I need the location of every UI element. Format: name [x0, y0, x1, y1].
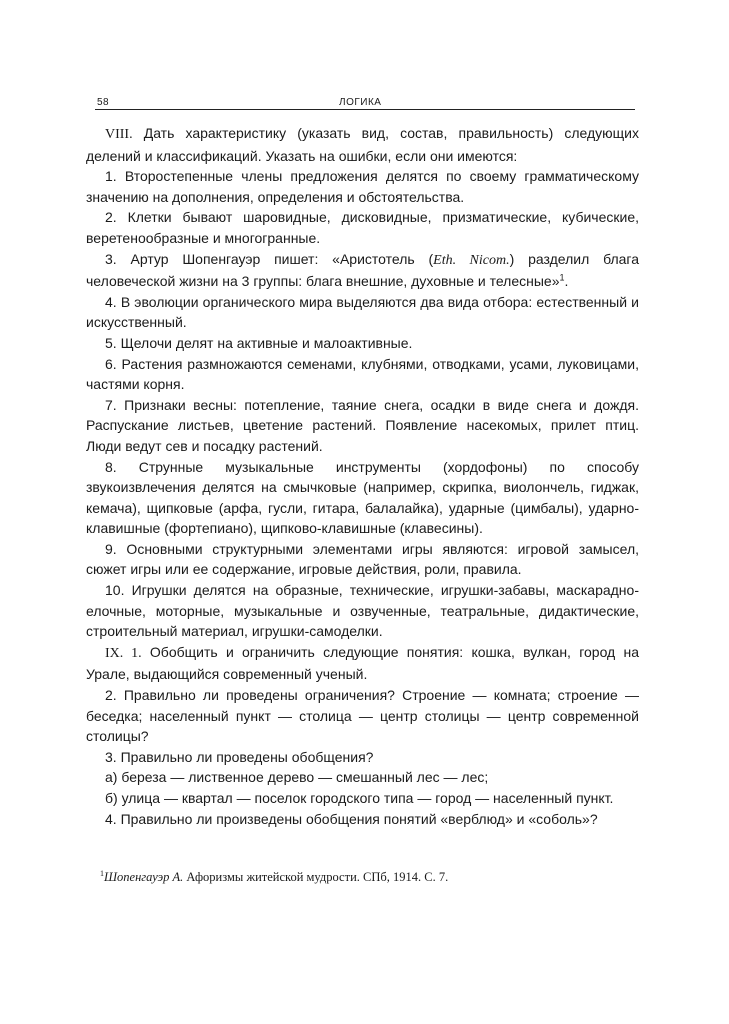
item-3-period: .	[564, 273, 569, 290]
exercise-item: 7. Признаки весны: потепление, таяние снега, осадки в виде снега и дождя. Распускание листьев, цветение растений. Появление насекомых, прилет птиц. Люди ведут сев и посадку растений.	[86, 396, 639, 454]
section-numeral: IX. 1.	[105, 645, 142, 661]
exercise-item: 4. Правильно ли произведены обобщения понятий «верблюд» и «соболь»?	[105, 810, 598, 827]
exercise-item: 10. Игрушки делятся на образные, технические, игрушки-забавы, маскарадно-елочные, моторные, музыкальные и озвученные, театральные, дидактические, строительный материал, игрушки-самоделки.	[86, 582, 639, 640]
running-title: ЛОГИКА	[339, 97, 382, 108]
item-3-text-end: ) разделил блага человеческой жизни на 3 группы: блага внешние, духовные и телесные»	[86, 250, 640, 290]
exercise-item: 3. Правильно ли проведены обобщения?	[105, 748, 374, 765]
exercise-item: 8. Струнные музыкальные инструменты (хордофоны) по способу звукоизвлечения делятся на смычковые (например, скрипка, виолончель, гиджак, кемача), щипковые (арфа, гусли, гитара, балалайка), ударные (цимбалы), ударно-клавишные (фортепиано), щипково-клавишные (клавесины).	[86, 458, 639, 537]
exercise-item: б) улица — квартал — поселок городского типа — город — населенный пункт.	[105, 790, 614, 806]
footnote-mark: 1	[100, 868, 104, 878]
latin-citation: Eth. Nicom.	[433, 252, 510, 268]
exercise-item: 2. Правильно ли проведены ограничения? Строение — комната; строение — беседка; населенный пункт — столица — центр столицы — центр современной столицы?	[86, 687, 639, 745]
exercise-item: 9. Основными структурными элементами игры являются: игровой замысел, сюжет игры или ее содержание, игровые действия, роли, правила.	[86, 540, 639, 578]
exercise-item-3	[86, 249, 639, 292]
section-numeral: VIII.	[105, 127, 133, 142]
footnote-author: Шопенгауэр А.	[104, 870, 184, 884]
page-header	[95, 97, 635, 110]
footnote-text: Афоризмы житейской мудрости. СПб, 1914. С. 7.	[186, 870, 449, 884]
page-number: 58	[97, 97, 110, 108]
exercise-item: а) береза — лиственное дерево — смешанный лес — лес;	[105, 769, 489, 786]
main-text	[86, 123, 639, 829]
footnote-ref: 1	[559, 272, 565, 283]
exercise-item: 2. Клетки бывают шаровидные, дисковидные, призматические, кубические, веретенообразные и многогранные.	[86, 209, 639, 246]
exercise-intro-text: Дать характеристику (указать вид, состав, правильность) следующих делений и классификаций. Указать на ошибки, если они имеются:	[86, 125, 639, 164]
exercise-item: 4. В эволюции органического мира выделяются два вида отбора: естественный и искусственный.	[86, 293, 639, 331]
item-3-text-start: 3. Артур Шопенгауэр пишет: «Аристотель (	[105, 250, 434, 267]
exercise-item: 5. Щелочи делят на активные и малоактивные.	[105, 334, 413, 351]
exercise-8-intro	[86, 123, 639, 166]
exercise-9-intro	[86, 642, 639, 685]
footnote	[100, 869, 639, 885]
exercise-intro-text: Обобщить и ограничить следующие понятия: кошка, вулкан, город на Урале, выдающийся современный ученый.	[86, 643, 640, 683]
exercise-item: 6. Растения размножаются семенами, клубнями, отводками, усами, луковицами, частями корня.	[86, 355, 639, 393]
exercise-item: 1. Второстепенные члены предложения делятся по своему грамматическому значению на дополнения, определения и обстоятельства.	[86, 168, 639, 205]
